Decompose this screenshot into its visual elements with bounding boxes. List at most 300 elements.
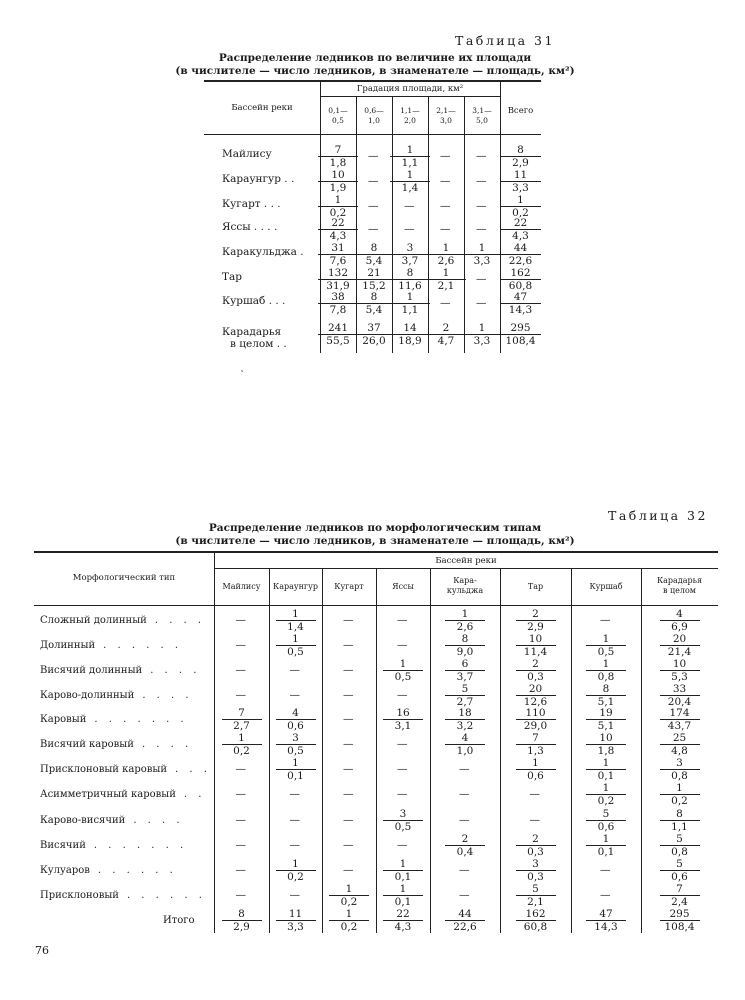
denominator: 5,3 xyxy=(660,670,700,683)
empty-cell-dash: — xyxy=(368,200,379,212)
table-32-cell xyxy=(276,909,316,933)
empty-cell-dash: — xyxy=(235,889,246,901)
gradation-from: 0,6— xyxy=(364,106,384,115)
table-31-cell xyxy=(501,195,541,219)
empty-cell-dash: — xyxy=(235,763,246,775)
table-32-cell xyxy=(660,684,700,708)
denominator: 0,5 xyxy=(276,744,316,757)
denominator: 22,6 xyxy=(445,920,485,933)
denominator: 12,6 xyxy=(516,695,556,708)
denominator: 0,5 xyxy=(383,670,423,683)
empty-cell-dash: — xyxy=(476,150,487,162)
basin-name-cont: в целом . . xyxy=(230,338,287,350)
numerator: 1 xyxy=(406,291,414,303)
table-31-row-label xyxy=(222,198,281,210)
denominator: 2,6 xyxy=(426,254,466,267)
table-32-total-label xyxy=(163,915,195,927)
table-32-row-label xyxy=(40,840,187,852)
empty-cell-dash: — xyxy=(459,864,470,876)
denominator: 5,4 xyxy=(354,254,394,267)
denominator: 4,3 xyxy=(383,920,423,933)
denominator: 2,4 xyxy=(660,895,700,908)
numerator: 1 xyxy=(399,658,407,670)
denominator: 0,8 xyxy=(660,845,700,858)
numerator: 295 xyxy=(669,908,690,920)
table-32-column-header xyxy=(376,582,430,592)
denominator: 0,1 xyxy=(586,769,626,782)
basin-name: Кугарт . . . xyxy=(222,198,281,210)
table-32-cell xyxy=(445,834,485,858)
numerator: 295 xyxy=(510,322,531,334)
numerator: 7 xyxy=(238,707,245,719)
empty-cell-dash: — xyxy=(397,639,408,651)
table-31-title-line1: Распределение ледников по величине их площади xyxy=(218,52,532,64)
numerator: 7 xyxy=(334,144,342,156)
numerator: 2 xyxy=(532,608,539,620)
numerator: 10 xyxy=(599,732,613,744)
table-31-cell xyxy=(318,145,358,169)
table-32-cell xyxy=(660,909,700,933)
numerator: 47 xyxy=(599,908,613,920)
denominator: 0,2 xyxy=(276,870,316,883)
empty-cell-dash: — xyxy=(235,814,246,826)
numerator: 110 xyxy=(525,707,546,719)
table-32-cell xyxy=(516,708,556,732)
basin-name: Каракульджа . xyxy=(222,246,304,258)
denominator: 11,6 xyxy=(390,279,430,292)
numerator: 1 xyxy=(532,757,539,769)
numerator: 47 xyxy=(513,291,528,303)
table-31-row-label xyxy=(222,148,272,160)
table-31-cell xyxy=(318,323,358,347)
column-label: Яссы xyxy=(392,582,414,591)
table-32-cell xyxy=(276,733,316,757)
table-32-cell xyxy=(516,859,556,883)
basin-name: Куршаб . . . xyxy=(222,295,286,307)
numerator: 162 xyxy=(510,267,531,279)
table-31-gradation-header xyxy=(356,106,392,126)
basin-name: Тар xyxy=(222,271,242,283)
table-31-cell xyxy=(390,292,430,316)
table-32-column-header xyxy=(641,576,718,596)
denominator: 2,9 xyxy=(516,620,556,633)
numerator: 5 xyxy=(676,833,683,845)
numerator: 1 xyxy=(292,757,299,769)
denominator: 4,3 xyxy=(318,229,358,242)
denominator: 6,9 xyxy=(660,620,700,633)
denominator: 26,0 xyxy=(354,334,394,347)
empty-cell-dash: — xyxy=(343,814,354,826)
numerator: 3 xyxy=(292,732,299,744)
numerator: 37 xyxy=(367,322,381,334)
table-32-cell xyxy=(516,909,556,933)
table-31-header-basin: Бассейн реки xyxy=(231,103,293,113)
column-label: Куршаб xyxy=(589,582,623,591)
numerator: 4 xyxy=(461,732,469,744)
morph-type-name: Висячий долинный xyxy=(40,665,143,676)
table-32-cell xyxy=(445,684,485,708)
numerator: 162 xyxy=(525,908,546,920)
table-31-gradation-header xyxy=(392,106,428,126)
empty-cell-dash: — xyxy=(529,788,540,800)
empty-cell-dash: — xyxy=(289,839,300,851)
empty-cell-dash: — xyxy=(343,614,354,626)
numerator: 8 xyxy=(238,908,245,920)
denominator: 0,1 xyxy=(276,769,316,782)
numerator: 2 xyxy=(532,658,539,670)
empty-cell-dash: — xyxy=(404,200,415,212)
denominator: 1,1 xyxy=(660,820,700,833)
denominator: 0,2 xyxy=(329,895,369,908)
numerator: 1 xyxy=(602,658,610,670)
table-31-cell xyxy=(390,243,430,267)
table-31-cell xyxy=(501,145,541,169)
numerator: 3 xyxy=(676,757,683,769)
leader-dots: . . . . xyxy=(154,615,206,626)
numerator: 1 xyxy=(602,633,610,645)
table-31-cell xyxy=(318,170,358,194)
column-label: Майлису xyxy=(222,582,261,591)
empty-cell-dash: — xyxy=(368,150,379,162)
empty-cell-dash: — xyxy=(343,864,354,876)
gradation-from: 1,1— xyxy=(400,106,420,115)
morph-type-name: Присклоновый каровый xyxy=(40,764,168,775)
numerator: 1 xyxy=(442,242,450,254)
table-32-cell xyxy=(383,859,423,883)
table-31-title xyxy=(160,52,590,78)
numerator: 20 xyxy=(528,683,543,695)
table-31-cell xyxy=(318,268,358,292)
denominator: 22,6 xyxy=(501,254,541,267)
table-31-header-total: Всего xyxy=(507,106,534,116)
empty-cell-dash: — xyxy=(397,788,408,800)
denominator: 0,5 xyxy=(586,645,626,658)
table-31-cell xyxy=(426,268,466,292)
empty-cell-dash: — xyxy=(343,839,354,851)
basin-name: Майлису xyxy=(222,148,272,160)
table-31-cell xyxy=(426,323,466,347)
denominator: 0,2 xyxy=(318,206,358,219)
table-32-cell xyxy=(445,634,485,658)
gradation-to: 5,0 xyxy=(476,116,488,125)
leader-dots: . . . . xyxy=(150,665,201,676)
empty-cell-dash: — xyxy=(440,223,451,235)
column-label: Кара- xyxy=(453,576,477,585)
denominator: 0,1 xyxy=(586,845,626,858)
numerator: 1 xyxy=(602,757,610,769)
empty-cell-dash: — xyxy=(343,639,354,651)
table-31-header-bottom-rule xyxy=(204,134,541,135)
table-31-header-gradation: Градация площади, км² xyxy=(356,84,464,94)
table-32-column-header xyxy=(269,582,322,592)
column-label: Караунгур xyxy=(273,582,318,591)
gradation-to: 3,0 xyxy=(440,116,452,125)
denominator: 14,3 xyxy=(501,303,541,316)
table-32-cell xyxy=(445,733,485,757)
table-32-cell xyxy=(586,708,626,732)
table-31-cell xyxy=(501,170,541,194)
table-31-gradation-header xyxy=(320,106,356,126)
table-32-cell xyxy=(516,758,556,782)
table-31-row-label xyxy=(222,326,287,350)
numerator: 1 xyxy=(517,194,524,206)
denominator: 1,8 xyxy=(318,156,358,169)
morph-type-name: Присклоновый xyxy=(40,890,119,901)
table-31-cell xyxy=(354,292,394,316)
table-32-cell xyxy=(445,659,485,683)
table-32-body-vrule xyxy=(430,605,431,933)
table-32-row-label xyxy=(40,815,184,827)
denominator: 3,3 xyxy=(462,334,502,347)
denominator: 0,8 xyxy=(660,769,700,782)
table-32-cell xyxy=(383,809,423,833)
denominator: 4,8 xyxy=(660,744,700,757)
numerator: 1 xyxy=(345,883,353,895)
empty-cell-dash: — xyxy=(343,664,354,676)
table-32-group-rule xyxy=(214,568,718,569)
table-32-cell xyxy=(586,659,626,683)
numerator: 1 xyxy=(676,782,683,794)
denominator: 29,0 xyxy=(516,719,556,732)
numerator: 8 xyxy=(517,144,524,156)
numerator: 6 xyxy=(461,658,469,670)
numerator: 21 xyxy=(367,267,381,279)
column-label: Карадарья xyxy=(656,576,703,585)
table-31-cell xyxy=(501,243,541,267)
table-31-row-label xyxy=(222,271,242,283)
table-32-cell xyxy=(222,708,262,732)
morph-type-name: Итого xyxy=(163,915,195,926)
table-32-cell xyxy=(445,609,485,633)
table-32-column-header xyxy=(430,576,500,596)
numerator: 10 xyxy=(528,633,543,645)
column-label-cont: кульджа xyxy=(446,586,484,595)
numerator: 44 xyxy=(513,242,528,254)
morph-type-name: Кулуаров xyxy=(40,865,90,876)
denominator: 0,2 xyxy=(501,206,541,219)
numerator: 8 xyxy=(676,808,683,820)
morph-type-name: Висячий каровый xyxy=(40,739,134,750)
numerator: 31 xyxy=(331,242,345,254)
column-label: Тар xyxy=(527,582,544,591)
denominator: 108,4 xyxy=(660,920,700,933)
table-32-column-header xyxy=(571,582,641,592)
denominator: 0,5 xyxy=(383,820,423,833)
numerator: 8 xyxy=(406,267,414,279)
empty-cell-dash: — xyxy=(397,614,408,626)
basin-name: Яссы . . . . xyxy=(222,221,278,233)
table-31-cell xyxy=(462,323,502,347)
numerator: 7 xyxy=(676,883,683,895)
empty-cell-dash: — xyxy=(459,814,470,826)
table-32-body-vrule xyxy=(500,605,501,933)
empty-cell-dash: — xyxy=(476,273,487,285)
denominator: 4,7 xyxy=(426,334,466,347)
denominator: 0,2 xyxy=(222,744,262,757)
empty-cell-dash: — xyxy=(343,689,354,701)
table-32-body-vrule xyxy=(322,605,323,933)
table-32-cell xyxy=(660,708,700,732)
table-32-cell xyxy=(276,859,316,883)
numerator: 2 xyxy=(532,833,539,845)
denominator: 0,6 xyxy=(276,719,316,732)
table-32-cell xyxy=(660,859,700,883)
table-31-row-label xyxy=(222,173,294,185)
gradation-from: 2,1— xyxy=(436,106,456,115)
numerator: 25 xyxy=(672,732,687,744)
empty-cell-dash: — xyxy=(343,788,354,800)
denominator: 60,8 xyxy=(516,920,556,933)
empty-cell-dash: — xyxy=(440,175,451,187)
numerator: 241 xyxy=(327,322,349,334)
numerator: 5 xyxy=(532,883,539,895)
numerator: 1 xyxy=(478,322,486,334)
denominator: 2,9 xyxy=(222,920,262,933)
leader-dots: . . . . . . xyxy=(126,890,206,901)
table-31-cell xyxy=(318,218,358,242)
denominator: 1,9 xyxy=(318,181,358,194)
leader-dots: . . . . xyxy=(133,815,184,826)
denominator: 11,4 xyxy=(516,645,556,658)
numerator: 1 xyxy=(406,144,414,156)
leader-dots: . . . . xyxy=(142,690,193,701)
table-31-cell xyxy=(501,268,541,292)
table-32-title-line1: Распределение ледников по морфологическим типам xyxy=(208,522,542,534)
denominator: 3,7 xyxy=(445,670,485,683)
column-label: Кугарт xyxy=(334,582,364,591)
gradation-to: 2,0 xyxy=(404,116,416,125)
numerator: 1 xyxy=(292,858,299,870)
table-31-row-label xyxy=(222,246,304,258)
table-32-cell xyxy=(660,609,700,633)
table-31-cell xyxy=(390,268,430,292)
table-31-cell xyxy=(390,170,430,194)
numerator: 2 xyxy=(442,322,450,334)
denominator: 1,1 xyxy=(390,156,430,169)
leader-dots: . . . . . . . xyxy=(94,714,188,725)
numerator: 4 xyxy=(676,608,683,620)
numerator: 1 xyxy=(345,908,353,920)
denominator: 0,3 xyxy=(516,670,556,683)
numerator: 8 xyxy=(461,633,469,645)
table-32-top-rule xyxy=(34,551,718,553)
denominator: 15,2 xyxy=(354,279,394,292)
denominator: 1,4 xyxy=(276,620,316,633)
empty-cell-dash: — xyxy=(459,788,470,800)
table-31-cell xyxy=(354,268,394,292)
table-32-row-label xyxy=(40,714,188,726)
empty-cell-dash: — xyxy=(289,664,300,676)
numerator: 1 xyxy=(406,169,414,181)
gradation-to: 1,0 xyxy=(368,116,380,125)
table-32-cell xyxy=(586,783,626,807)
empty-cell-dash: — xyxy=(600,614,611,626)
denominator: 0,4 xyxy=(445,845,485,858)
table-32-column-header xyxy=(322,582,376,592)
table-32-body-vrule xyxy=(214,605,215,933)
numerator: 132 xyxy=(327,267,349,279)
denominator: 0,2 xyxy=(660,794,700,807)
denominator: 1,4 xyxy=(390,181,430,194)
denominator: 0,6 xyxy=(586,820,626,833)
numerator: 2 xyxy=(461,833,469,845)
table-32-row-label xyxy=(40,739,192,751)
denominator: 2,6 xyxy=(445,620,485,633)
empty-cell-dash: — xyxy=(440,200,451,212)
numerator: 8 xyxy=(370,242,378,254)
empty-cell-dash: — xyxy=(476,297,487,309)
empty-cell-dash: — xyxy=(343,763,354,775)
empty-cell-dash: — xyxy=(440,150,451,162)
numerator: 8 xyxy=(602,683,610,695)
empty-cell-dash: — xyxy=(397,689,408,701)
table-32-cell xyxy=(516,634,556,658)
table-32-header-vrule xyxy=(214,551,215,605)
empty-cell-dash: — xyxy=(476,223,487,235)
numerator: 5 xyxy=(602,808,610,820)
denominator: 0,3 xyxy=(516,845,556,858)
table-32-cell xyxy=(222,909,262,933)
gradation-to: 0,5 xyxy=(332,116,344,125)
table-32-cell xyxy=(586,834,626,858)
empty-cell-dash: — xyxy=(600,864,611,876)
table-31-top-rule xyxy=(204,80,541,82)
empty-cell-dash: — xyxy=(235,639,246,651)
table-31-number: Таблица 31 xyxy=(455,33,555,48)
numerator: 10 xyxy=(672,658,687,670)
table-31-title-line2: (в числителе — число ледников, в знаменателе — площадь, км²) xyxy=(175,65,575,77)
denominator: 0,8 xyxy=(586,670,626,683)
numerator: 11 xyxy=(513,169,528,181)
numerator: 1 xyxy=(334,194,342,206)
denominator: 20,4 xyxy=(660,695,700,708)
denominator: 7,8 xyxy=(318,303,358,316)
leader-dots: . . xyxy=(183,789,206,800)
numerator: 5 xyxy=(676,858,683,870)
denominator: 0,6 xyxy=(516,769,556,782)
numerator: 10 xyxy=(331,169,345,181)
denominator: 3,3 xyxy=(462,254,502,267)
table-31-cell xyxy=(318,195,358,219)
page-number: 76 xyxy=(35,944,49,957)
table-32-cell xyxy=(516,884,556,908)
table-31-cell xyxy=(501,218,541,242)
numerator: 11 xyxy=(288,908,303,920)
stray-mark: ˛ xyxy=(240,363,245,373)
denominator: 14,3 xyxy=(586,920,626,933)
table-32-cell xyxy=(445,708,485,732)
numerator: 16 xyxy=(396,707,410,719)
gradation-from: 3,1— xyxy=(472,106,492,115)
table-32-cell xyxy=(660,733,700,757)
table-32-cell xyxy=(516,834,556,858)
table-32-cell xyxy=(276,609,316,633)
numerator: 3 xyxy=(406,242,414,254)
table-32-cell xyxy=(586,733,626,757)
denominator: 1,0 xyxy=(445,744,485,757)
table-32-body-vrule xyxy=(269,605,270,933)
numerator: 1 xyxy=(602,782,610,794)
empty-cell-dash: — xyxy=(476,200,487,212)
table-32-cell xyxy=(383,884,423,908)
empty-cell-dash: — xyxy=(459,889,470,901)
denominator: 18,9 xyxy=(390,334,430,347)
denominator: 9,0 xyxy=(445,645,485,658)
numerator: 1 xyxy=(602,833,610,845)
empty-cell-dash: — xyxy=(397,738,408,750)
table-32-cell xyxy=(383,659,423,683)
table-32-cell xyxy=(222,733,262,757)
